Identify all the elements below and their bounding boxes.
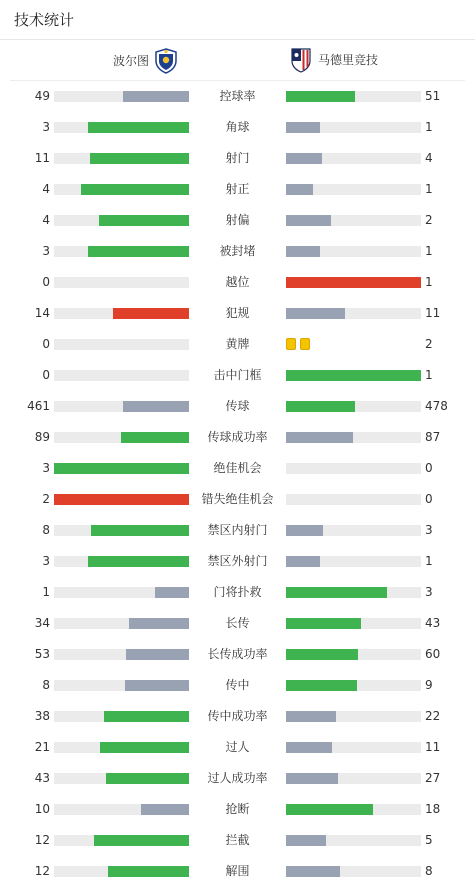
away-bar-fill <box>286 432 353 443</box>
home-bar-track <box>54 866 189 877</box>
home-value: 3 <box>42 554 50 568</box>
away-bar-fill <box>286 153 322 164</box>
stat-row <box>0 174 475 205</box>
away-bar-fill <box>286 587 387 598</box>
home-value: 49 <box>34 89 50 103</box>
stat-row <box>0 732 475 763</box>
porto-crest-icon <box>155 48 177 74</box>
home-bar-track <box>54 525 189 536</box>
home-value: 1 <box>42 585 50 599</box>
away-bar-fill <box>286 401 355 412</box>
title-bar <box>0 0 475 40</box>
stat-row <box>0 236 475 267</box>
home-bar-fill <box>54 494 189 505</box>
away-bar-track <box>286 494 421 505</box>
home-value: 21 <box>34 740 50 754</box>
home-bar-track <box>54 556 189 567</box>
away-bar-track <box>286 773 421 784</box>
stat-label: 犯规 <box>225 306 250 320</box>
stat-row <box>0 391 475 422</box>
away-bar-fill <box>286 122 320 133</box>
away-value: 3 <box>425 523 433 537</box>
stat-row <box>0 546 475 577</box>
home-bar-track <box>54 649 189 660</box>
away-value: 18 <box>425 802 441 816</box>
home-value: 461 <box>27 399 50 413</box>
away-bar-fill <box>286 866 340 877</box>
away-value: 87 <box>425 430 441 444</box>
away-value: 4 <box>425 151 433 165</box>
away-bar-track <box>286 122 421 133</box>
away-bar-track <box>286 308 421 319</box>
away-value: 0 <box>425 492 433 506</box>
away-bar-fill <box>286 556 320 567</box>
stat-row <box>0 608 475 639</box>
away-value: 0 <box>425 461 433 475</box>
away-bar-fill <box>286 91 355 102</box>
home-value: 53 <box>34 647 50 661</box>
home-value: 11 <box>34 151 50 165</box>
home-bar-fill <box>88 246 189 257</box>
away-bar-track <box>286 277 421 288</box>
away-bar-fill <box>286 525 323 536</box>
away-value: 11 <box>425 740 441 754</box>
away-bar-fill <box>286 649 358 660</box>
stat-row <box>0 267 475 298</box>
away-value: 22 <box>425 709 441 723</box>
away-bar-fill <box>286 804 373 815</box>
home-bar-fill <box>88 122 189 133</box>
stat-row <box>0 453 475 484</box>
home-bar-track <box>54 463 189 474</box>
away-bar-track <box>286 370 421 381</box>
stat-row <box>0 298 475 329</box>
stat-label: 长传 <box>225 616 250 630</box>
home-value: 4 <box>42 213 50 227</box>
away-value: 27 <box>425 771 441 785</box>
home-bar-fill <box>88 556 189 567</box>
home-bar-track <box>54 153 189 164</box>
away-team[interactable] <box>290 47 378 73</box>
home-value: 0 <box>42 368 50 382</box>
away-bar-fill <box>286 370 421 381</box>
away-value: 1 <box>425 368 433 382</box>
away-bar-fill <box>286 742 332 753</box>
away-bar-track <box>286 184 421 195</box>
stat-label: 长传成功率 <box>207 647 268 661</box>
stat-label: 传中成功率 <box>207 709 268 723</box>
away-value: 2 <box>425 213 433 227</box>
home-value: 89 <box>34 430 50 444</box>
away-bar-fill <box>286 680 357 691</box>
home-bar-fill <box>113 308 189 319</box>
away-bar-fill <box>286 215 331 226</box>
stat-label: 被封堵 <box>219 244 256 258</box>
away-value: 9 <box>425 678 433 692</box>
away-value: 1 <box>425 182 433 196</box>
away-bar-track <box>286 711 421 722</box>
stat-label: 越位 <box>225 275 250 289</box>
away-value: 5 <box>425 833 433 847</box>
away-bar-track <box>286 804 421 815</box>
away-bar-fill <box>286 618 361 629</box>
stat-row <box>0 856 475 887</box>
home-value: 43 <box>34 771 50 785</box>
home-bar-track <box>54 370 189 381</box>
home-bar-fill <box>91 525 189 536</box>
home-bar-track <box>54 432 189 443</box>
away-bar-track <box>286 401 421 412</box>
home-bar-track <box>54 401 189 412</box>
away-bar-track <box>286 618 421 629</box>
stat-label: 拦截 <box>225 833 250 847</box>
stat-row <box>0 763 475 794</box>
home-bar-fill <box>129 618 189 629</box>
stat-row <box>0 639 475 670</box>
home-bar-fill <box>99 215 189 226</box>
away-bar-fill <box>286 835 326 846</box>
stat-label: 击中门框 <box>213 368 262 382</box>
stat-row <box>0 360 475 391</box>
away-value: 1 <box>425 244 433 258</box>
away-value: 1 <box>425 554 433 568</box>
home-bar-fill <box>123 91 189 102</box>
stat-label: 黄牌 <box>225 337 250 351</box>
home-bar-fill <box>54 463 189 474</box>
away-bar-track <box>286 649 421 660</box>
away-bar-fill <box>286 711 336 722</box>
stats-list <box>0 81 475 887</box>
stat-label: 门将扑救 <box>213 585 262 599</box>
home-bar-track <box>54 804 189 815</box>
home-bar-track <box>54 122 189 133</box>
home-bar-track <box>54 742 189 753</box>
home-bar-fill <box>141 804 189 815</box>
stat-label: 抢断 <box>225 802 250 816</box>
home-value: 10 <box>34 802 50 816</box>
home-bar-track <box>54 835 189 846</box>
away-bar-track <box>286 246 421 257</box>
home-bar-fill <box>126 649 189 660</box>
away-value: 11 <box>425 306 441 320</box>
stat-row <box>0 205 475 236</box>
away-value: 478 <box>425 399 448 413</box>
home-team-name: 波尔图 <box>112 54 149 68</box>
page-title: 技术统计 <box>14 11 75 29</box>
stat-label: 绝佳机会 <box>213 461 262 475</box>
stat-row <box>0 577 475 608</box>
away-value: 51 <box>425 89 441 103</box>
stat-row <box>0 143 475 174</box>
away-bar-track <box>286 680 421 691</box>
stat-label: 过人 <box>225 740 250 754</box>
away-yellow-cards <box>286 338 310 350</box>
yellow-card-icon <box>286 338 296 350</box>
home-bar-track <box>54 773 189 784</box>
home-bar-fill <box>81 184 189 195</box>
away-bar-track <box>286 215 421 226</box>
stat-label: 过人成功率 <box>207 771 268 785</box>
away-value: 2 <box>425 337 433 351</box>
away-bar-track <box>286 835 421 846</box>
home-value: 12 <box>34 864 50 878</box>
stat-label: 禁区外射门 <box>207 554 268 568</box>
home-value: 8 <box>42 523 50 537</box>
home-bar-track <box>54 494 189 505</box>
home-bar-track <box>54 91 189 102</box>
home-value: 3 <box>42 120 50 134</box>
away-bar-track <box>286 153 421 164</box>
stat-row <box>0 701 475 732</box>
stat-row <box>0 484 475 515</box>
away-value: 43 <box>425 616 441 630</box>
away-bar-track <box>286 866 421 877</box>
home-value: 3 <box>42 244 50 258</box>
stat-label: 禁区内射门 <box>207 523 268 537</box>
home-bar-fill <box>123 401 189 412</box>
away-value: 3 <box>425 585 433 599</box>
stat-row <box>0 329 475 360</box>
home-bar-fill <box>155 587 189 598</box>
home-value: 2 <box>42 492 50 506</box>
stat-label: 传球成功率 <box>207 430 268 444</box>
stat-row <box>0 112 475 143</box>
home-value: 14 <box>34 306 50 320</box>
away-bar-track <box>286 525 421 536</box>
away-bar-fill <box>286 184 313 195</box>
away-bar-fill <box>286 277 421 288</box>
teams-header <box>10 41 465 81</box>
home-bar-fill <box>106 773 189 784</box>
home-team[interactable] <box>113 48 177 74</box>
home-value: 0 <box>42 275 50 289</box>
home-bar-track <box>54 215 189 226</box>
home-bar-fill <box>121 432 189 443</box>
stat-label: 解围 <box>225 864 250 878</box>
stat-row <box>0 794 475 825</box>
away-value: 8 <box>425 864 433 878</box>
home-bar-track <box>54 277 189 288</box>
stat-label: 错失绝佳机会 <box>201 492 274 506</box>
stat-row <box>0 515 475 546</box>
home-bar-fill <box>104 711 189 722</box>
home-bar-track <box>54 711 189 722</box>
home-bar-fill <box>125 680 189 691</box>
home-bar-fill <box>108 866 189 877</box>
away-value: 1 <box>425 120 433 134</box>
home-bar-fill <box>94 835 189 846</box>
home-value: 34 <box>34 616 50 630</box>
home-value: 3 <box>42 461 50 475</box>
home-value: 12 <box>34 833 50 847</box>
home-bar-track <box>54 587 189 598</box>
home-bar-track <box>54 339 189 350</box>
stat-label: 传中 <box>225 678 250 692</box>
home-value: 4 <box>42 182 50 196</box>
away-bar-track <box>286 91 421 102</box>
away-value: 1 <box>425 275 433 289</box>
stat-row <box>0 422 475 453</box>
stat-label: 射偏 <box>225 213 250 227</box>
away-bar-fill <box>286 246 320 257</box>
stat-label: 射正 <box>225 182 250 196</box>
stat-row <box>0 81 475 112</box>
stat-row <box>0 825 475 856</box>
home-bar-fill <box>90 153 189 164</box>
stat-row <box>0 670 475 701</box>
away-bar-track <box>286 463 421 474</box>
home-value: 8 <box>42 678 50 692</box>
home-bar-track <box>54 246 189 257</box>
home-value: 0 <box>42 337 50 351</box>
yellow-card-icon <box>300 338 310 350</box>
home-bar-track <box>54 184 189 195</box>
away-value: 60 <box>425 647 441 661</box>
home-bar-track <box>54 618 189 629</box>
away-bar-fill <box>286 308 345 319</box>
away-bar-track <box>286 742 421 753</box>
atletico-madrid-crest-icon <box>290 47 312 73</box>
away-bar-fill <box>286 773 338 784</box>
home-bar-track <box>54 680 189 691</box>
home-bar-track <box>54 308 189 319</box>
stat-label: 控球率 <box>219 89 256 103</box>
stat-label: 传球 <box>225 399 250 413</box>
away-bar-track <box>286 432 421 443</box>
away-team-name: 马德里竞技 <box>318 53 379 67</box>
home-value: 38 <box>34 709 50 723</box>
away-bar-track <box>286 587 421 598</box>
stat-label: 射门 <box>225 151 250 165</box>
home-bar-fill <box>100 742 189 753</box>
stat-label: 角球 <box>225 120 250 134</box>
away-bar-track <box>286 556 421 567</box>
